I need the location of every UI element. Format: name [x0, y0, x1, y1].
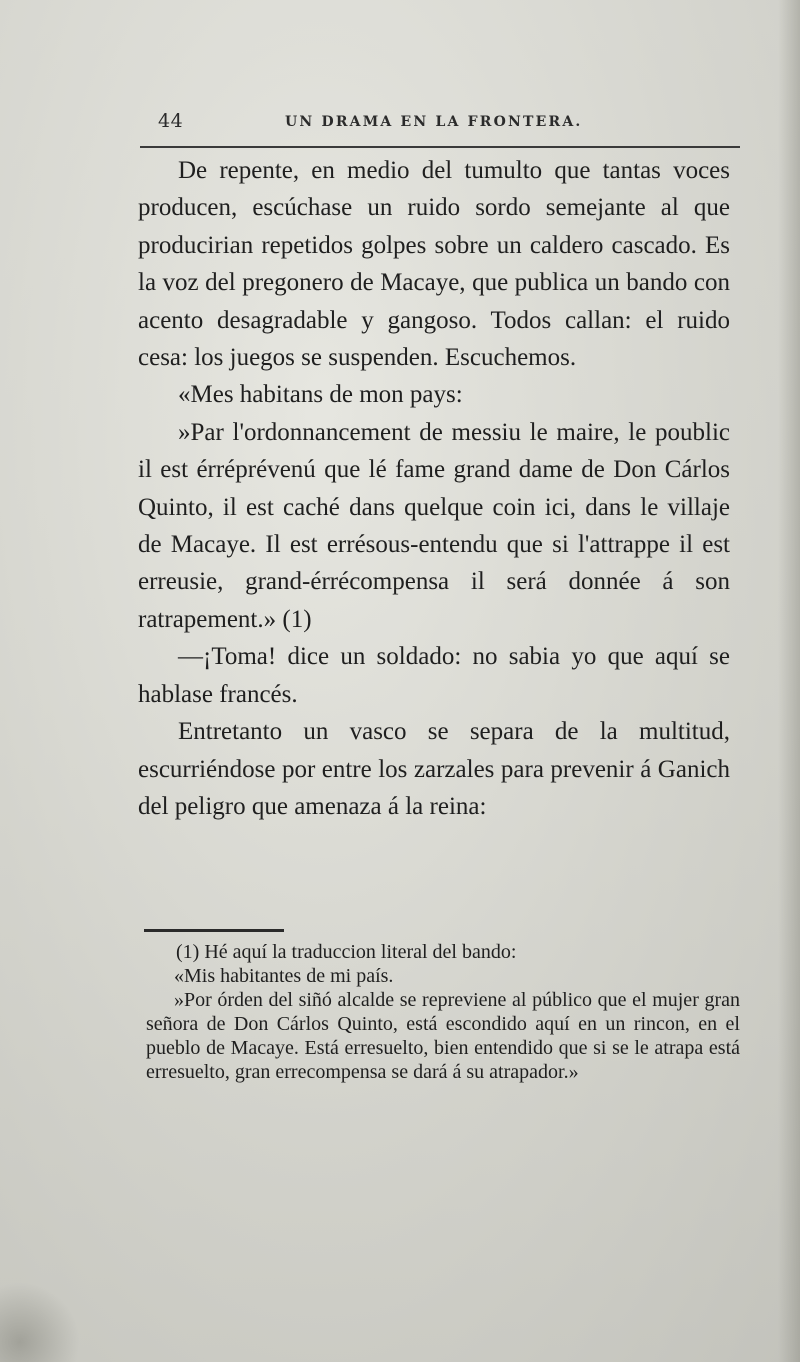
paragraph: «Mes habitans de mon pays: [178, 381, 463, 409]
paragraph: Entretanto un vasco se separa de la multitud, escurriéndose por entre los zarzales para prevenir á Ganich del peligro que amenaza á la reina: [138, 718, 730, 820]
footnote-line: «Mis habitantes de mi país. [174, 965, 394, 987]
running-title: UN DRAMA EN LA FRONTERA. [285, 114, 583, 130]
paragraph: —¡Toma! dice un soldado: no sabia yo que aquí se hablase francés. [138, 643, 730, 708]
footnote-line: »Por órden del siñó alcalde se repreviene al público que el mujer gran señora de Don Cárlos Quinto, está escondido aquí en un rincon, en el pueblo de Macaye. Está erresuelto, bien entendido que si se le atrapa está erresuelto, gran errecompensa se dará á su atrapador.» [146, 989, 740, 1083]
running-head [140, 106, 740, 136]
footnotes [146, 940, 740, 1084]
page-number: 44 [158, 110, 184, 132]
header-rule [140, 146, 740, 148]
footnote-line: (1) Hé aquí la traduccion literal del bando: [176, 941, 517, 963]
footnote-rule [144, 929, 284, 932]
paragraph: De repente, en medio del tumulto que tantas voces producen, escúchase un ruido sordo semejante al que producirian repetidos golpes sobre un caldero cascado. Es la voz del pregonero de Macaye, que publica un bando con acento desagradable y gangoso. Todos callan: el ruido cesa: los juegos se suspenden. Escuchemos. [138, 157, 730, 372]
paragraph: »Par l'ordonnancement de messiu le maire, le poublic il est érréprévenú que lé fame grand dame de Don Cárlos Quinto, il est caché dans quelque coin ici, dans le villaje de Macaye. Il est errésous-entendu que si l'attrappe il est erreusie, grand-érrécompensa il será donnée á son ratrapement.» (1) [138, 418, 730, 633]
main-text [138, 152, 730, 825]
corner-stain [0, 1282, 80, 1362]
page-edge-shadow [778, 0, 800, 1362]
